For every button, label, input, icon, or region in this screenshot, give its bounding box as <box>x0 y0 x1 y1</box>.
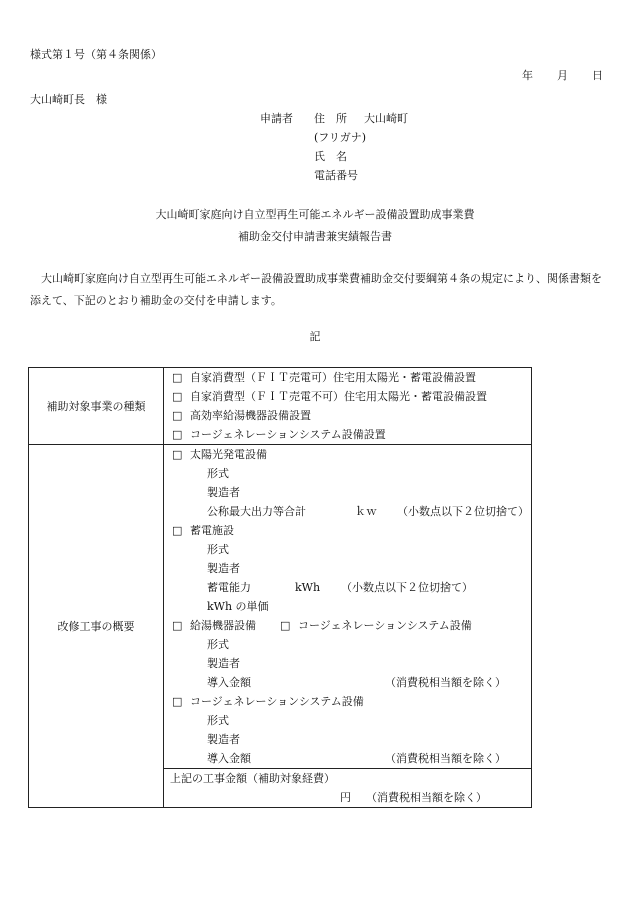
solar-output-label: 公称最大出力等合計 <box>207 505 306 518</box>
checkbox-icon[interactable]: □ <box>172 448 183 461</box>
overview-row <box>29 445 532 769</box>
total-label: 上記の工事金額（補助対象経費） <box>170 772 335 785</box>
application-table <box>28 367 532 808</box>
checkbox-icon[interactable]: □ <box>172 524 183 537</box>
document-title-line2: 補助金交付申請書兼実績報告書 <box>238 230 392 243</box>
cogeneration-cost-line <box>164 749 531 768</box>
ki-mark: 記 <box>309 330 321 343</box>
applicant-label: 申請者 <box>260 112 293 125</box>
solar-maker-label: 製造者 <box>207 486 240 499</box>
water-heater-section-title <box>164 616 531 635</box>
solar-output-line <box>164 502 531 521</box>
overview-label: 改修工事の概要 <box>29 445 164 808</box>
applicant-block <box>260 109 408 185</box>
cogeneration-title: コージェネレーションシステム設備 <box>190 695 364 708</box>
cogeneration-cost-label: 導入金額 <box>207 752 251 765</box>
addressee: 大山崎町長 様 <box>30 93 107 106</box>
checkbox-icon[interactable]: □ <box>172 371 183 384</box>
phone-label: 電話番号 <box>314 169 358 182</box>
option-label: 自家消費型（ＦＩＴ売電可）住宅用太陽光・蓄電設備設置 <box>190 371 476 384</box>
checkbox-icon[interactable]: □ <box>172 390 183 403</box>
project-type-option[interactable] <box>164 387 531 406</box>
solar-section-title[interactable] <box>164 445 531 464</box>
checkbox-icon[interactable]: □ <box>172 428 183 441</box>
project-type-options <box>164 368 532 445</box>
checkbox-icon[interactable]: □ <box>280 619 291 632</box>
solar-output-note: （小数点以下２位切捨て） <box>397 505 529 518</box>
total-cell <box>164 769 532 808</box>
address-value: 大山崎町 <box>364 112 408 125</box>
overview-details <box>164 445 532 769</box>
project-type-label: 補助対象事業の種類 <box>29 368 164 445</box>
water-heater-title: 給湯機器設備 <box>190 619 256 632</box>
option-label: コージェネレーションシステム設備設置 <box>190 428 386 441</box>
cogeneration-cost-note: （消費税相当額を除く） <box>385 752 506 765</box>
water-heater-cost-label: 導入金額 <box>207 676 251 689</box>
storage-model-label: 形式 <box>207 543 229 556</box>
name-label: 氏 名 <box>314 150 347 163</box>
storage-capacity-line <box>164 578 531 597</box>
storage-unit-price-label: kWh の単価 <box>207 600 269 613</box>
checkbox-icon[interactable]: □ <box>172 619 183 632</box>
cogeneration-maker-label: 製造者 <box>207 733 240 746</box>
project-type-row <box>29 368 532 445</box>
water-heater-cost-note: （消費税相当額を除く） <box>385 676 506 689</box>
form-number: 様式第１号（第４条関係） <box>30 48 162 61</box>
storage-maker-label: 製造者 <box>207 562 240 575</box>
storage-capacity-label: 蓄電能力 <box>207 581 251 594</box>
solar-model-label: 形式 <box>207 467 229 480</box>
year-label: 年 <box>522 69 533 82</box>
option-label: 高効率給湯機器設備設置 <box>190 409 311 422</box>
project-type-option[interactable] <box>164 368 531 387</box>
storage-title: 蓄電施設 <box>190 524 234 537</box>
date-line <box>522 69 603 83</box>
document-title-line1: 大山崎町家庭向け自立型再生可能エネルギー設備設置助成事業費 <box>155 208 475 221</box>
total-amount-line <box>164 788 531 807</box>
project-type-option[interactable] <box>164 406 531 425</box>
furigana-label: (フリガナ) <box>314 131 367 144</box>
cogeneration-model-label: 形式 <box>207 714 229 727</box>
address-label: 住 所 <box>314 112 347 125</box>
total-note: （消費税相当額を除く） <box>366 791 487 804</box>
storage-capacity-unit: kWh <box>295 581 321 594</box>
solar-output-unit: ｋｗ <box>355 505 377 518</box>
water-heater-cost-line <box>164 673 531 692</box>
storage-capacity-note: （小数点以下２位切捨て） <box>341 581 473 594</box>
solar-title: 太陽光発電設備 <box>190 448 267 461</box>
checkbox-icon[interactable]: □ <box>172 409 183 422</box>
total-unit: 円 <box>340 791 351 804</box>
option-label: 自家消費型（ＦＩＴ売電不可）住宅用太陽光・蓄電設備設置 <box>190 390 487 403</box>
water-heater-maker-label: 製造者 <box>207 657 240 670</box>
water-heater-model-label: 形式 <box>207 638 229 651</box>
body-text: 大山崎町家庭向け自立型再生可能エネルギー設備設置助成事業費補助金交付要綱第４条の規定により、関係書類を添えて、下記のとおり補助金の交付を申請します。 <box>30 272 602 307</box>
water-heater-alt-title: コージェネレーションシステム設備 <box>298 619 472 632</box>
day-label: 日 <box>592 69 603 82</box>
cogeneration-section-title[interactable] <box>164 692 531 711</box>
project-type-option[interactable] <box>164 425 531 444</box>
month-label: 月 <box>557 69 568 82</box>
checkbox-icon[interactable]: □ <box>172 695 183 708</box>
storage-section-title[interactable] <box>164 521 531 540</box>
